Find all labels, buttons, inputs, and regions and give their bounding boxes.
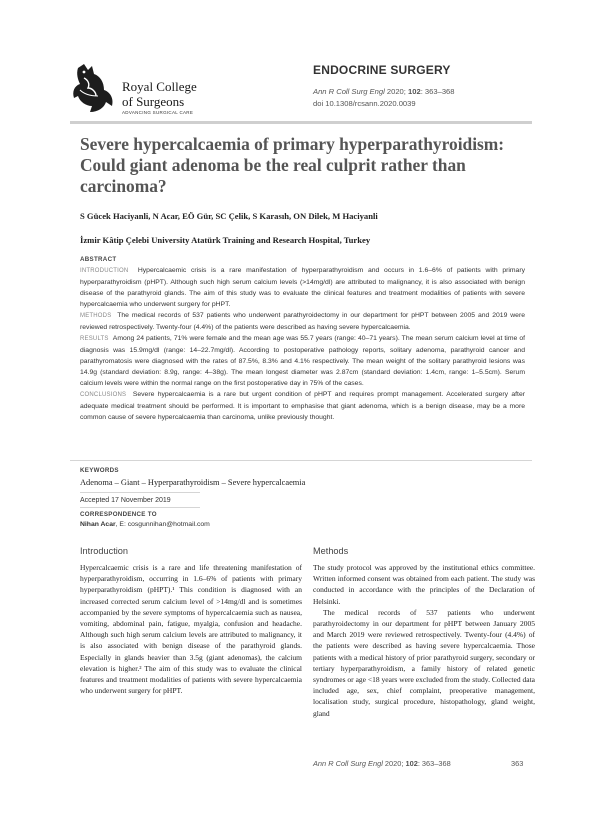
abstract-heading: ABSTRACT: [80, 256, 117, 263]
methods-heading: Methods: [313, 546, 349, 556]
footer-journal: Ann R Coll Surg Engl: [313, 759, 383, 768]
footer-citation: [313, 759, 451, 768]
footer-year: 2020;: [384, 759, 404, 768]
footer-volume: 102: [405, 759, 418, 768]
abstract-methods-text: The medical records of 537 patients who underwent parathyroidectomy in our department for pHPT between 2005 and 2019 were reviewed retrospectively. Twenty-four (4.4%) of the patients were described as having severe hypercalcaemia.: [80, 312, 525, 331]
cite-pages: : 363–368: [420, 87, 455, 96]
keywords-list: Adenoma – Giant – Hyperparathyroidism – Severe hypercalcaemia: [80, 478, 306, 487]
cite-volume: 102: [408, 87, 421, 96]
accepted-date: Accepted 17 November 2019: [80, 497, 171, 504]
affiliation: İzmir Kâtip Çelebi University Atatürk Training and Research Hospital, Turkey: [80, 235, 371, 245]
abstract-divider: [70, 460, 532, 461]
footer-pages: : 363–368: [417, 759, 451, 768]
abstract-introduction: [80, 265, 525, 310]
correspondence-heading: CORRESPONDENCE TO: [80, 511, 157, 518]
correspondence-name: Nihan Acar: [80, 521, 116, 528]
cite-year: 2020;: [386, 87, 406, 96]
citation-line: [313, 87, 455, 96]
logo-line-2: of Surgeons: [122, 94, 185, 109]
abstract-intro-label: INTRODUCTION: [80, 268, 129, 274]
correspondence-email[interactable]: , E: cosgunnihan@hotmail.com: [115, 521, 210, 528]
cite-journal: Ann R Coll Surg Engl: [313, 87, 385, 96]
logo-tagline: ADVANCING SURGICAL CARE: [122, 110, 194, 115]
abstract-methods: [80, 310, 525, 333]
methods-paragraph-1: The study protocol was approved by the institutional ethics committee. Written informed consent was obtained from each patient. The study was conducted in accordance with the principles of the Declaration of Helsinki.: [313, 563, 535, 606]
journal-section-title: ENDOCRINE SURGERY: [313, 63, 451, 77]
abstract-results-label: RESULTS: [80, 336, 109, 342]
abstract-results: [80, 333, 525, 389]
article-title: Severe hypercalcaemia of primary hyperparathyroidism: Could giant adenoma be the real culprit rather than carcinoma?: [80, 134, 505, 196]
doi-link[interactable]: doi 10.1308/rcsann.2020.0039: [313, 99, 416, 108]
abstract-results-text: Among 24 patients, 71% were female and the mean age was 55.7 years (range: 40–71 years). The mean serum calcium level at time of diagnosis was 15.9mg/dl (range: 14–22.7mg/dl). According to postoperative pathology reports, solitary adenoma, parathyroid cancer and parathyromatosis were diagnosed with the rates of 87.5%, 8.3% and 4.1% respectively. The mean weight of the solitary parathyroid lesions was 14.9g (standard deviation: 8.9g, range: 4–38g). The mean longest diameter was 2.87cm (standard deviation: 1.4cm, range: 1–5.5cm). Serum calcium levels were within the normal range on the first postoperative day in 75% of the cases.: [80, 335, 526, 387]
keywords-divider: [80, 492, 200, 493]
keywords-heading: KEYWORDS: [80, 467, 119, 474]
logo-wordmark: [122, 79, 197, 109]
introduction-paragraph: Hypercalcaemic crisis is a rare and life threatening manifestation of hyperparathyroidism, occurring in 1.6–6% of patients with primary hyperparathyroidism (pHPT).¹ This condition is diagnosed with an increased corrected serum calcium level of >14mg/dl and is sometimes accompanied by the severe symptoms of hypercalcaemia such as nausea, vomiting, abdominal pain, fatigue, myalgia, confusion and headache. Although such high serum calcium levels are attributed to malignancy, it is also associated with benign disease of the parathyroid glands. Especially in glands heavier than 3.5g (giant adenomas), the calcium elevation is higher.² The aim of this study was to evaluate the clinical features and treatment modalities of patients with severe hypercalcaemia who underwent surgery for pHPT.: [80, 563, 302, 696]
introduction-heading: Introduction: [80, 546, 129, 556]
abstract-intro-text: Hypercalcaemic crisis is a rare manifestation of hyperparathyroidism and occurs in 1.6–6% of patients with primary hyperparathyroidism (pHPT). Although such high serum calcium levels (>14mg/dl) are attributed to malignancy, it is also associated with benign disease of the parathyroid glands. The aim of this study was to evaluate the clinical features and treatment modalities of patients with severe hypercalcaemia who underwent surgery for pHPT.: [80, 267, 525, 308]
accepted-divider: [80, 507, 200, 508]
abstract-conclusions-text: Severe hypercalcaemia is a rare but urgent condition of pHPT and requires prompt management. Accelerated surgery after adequate medical treatment should be performed. It is important to emphasise that giant adenoma, which is a benign disease, may be a more common cause of severe hypercalcaemia than carcinoma, unlike previously thought.: [80, 391, 525, 421]
abstract-conclusions: [80, 389, 525, 423]
introduction-text: [80, 562, 302, 696]
author-list: S Gücek Haciyanli, N Acar, EÖ Gür, SC Çelik, S Karasıh, ON Dilek, M Haciyanli: [80, 211, 378, 221]
correspondence-line: [80, 521, 210, 528]
abstract-methods-label: METHODS: [80, 313, 112, 319]
header-divider: [70, 121, 532, 124]
methods-text: [313, 562, 535, 719]
abstract-conclusions-label: CONCLUSIONS: [80, 392, 127, 398]
abstract-body: [80, 265, 525, 423]
page-number: 363: [511, 759, 524, 768]
rcs-griffin-logo-icon: [70, 62, 116, 114]
methods-paragraph-2: The medical records of 537 patients who underwent parathyroidectomy in our department for pHPT between January 2005 and March 2019 were reviewed retrospectively. Twenty-four (4.4%) of the patients were described as having severe hypercalcaemia. Those patients with a medical history of prior parathyroid surgery, secondary or tertiary hyperparathyroidism, a family history of related genetic syndromes or age <18 years were excluded from the study. Collected data included age, sex, chief complaint, preoperative management, localisation study, surgical procedure, histopathology, gland weight, gland: [313, 607, 535, 718]
logo-line-1: Royal College: [122, 79, 197, 94]
